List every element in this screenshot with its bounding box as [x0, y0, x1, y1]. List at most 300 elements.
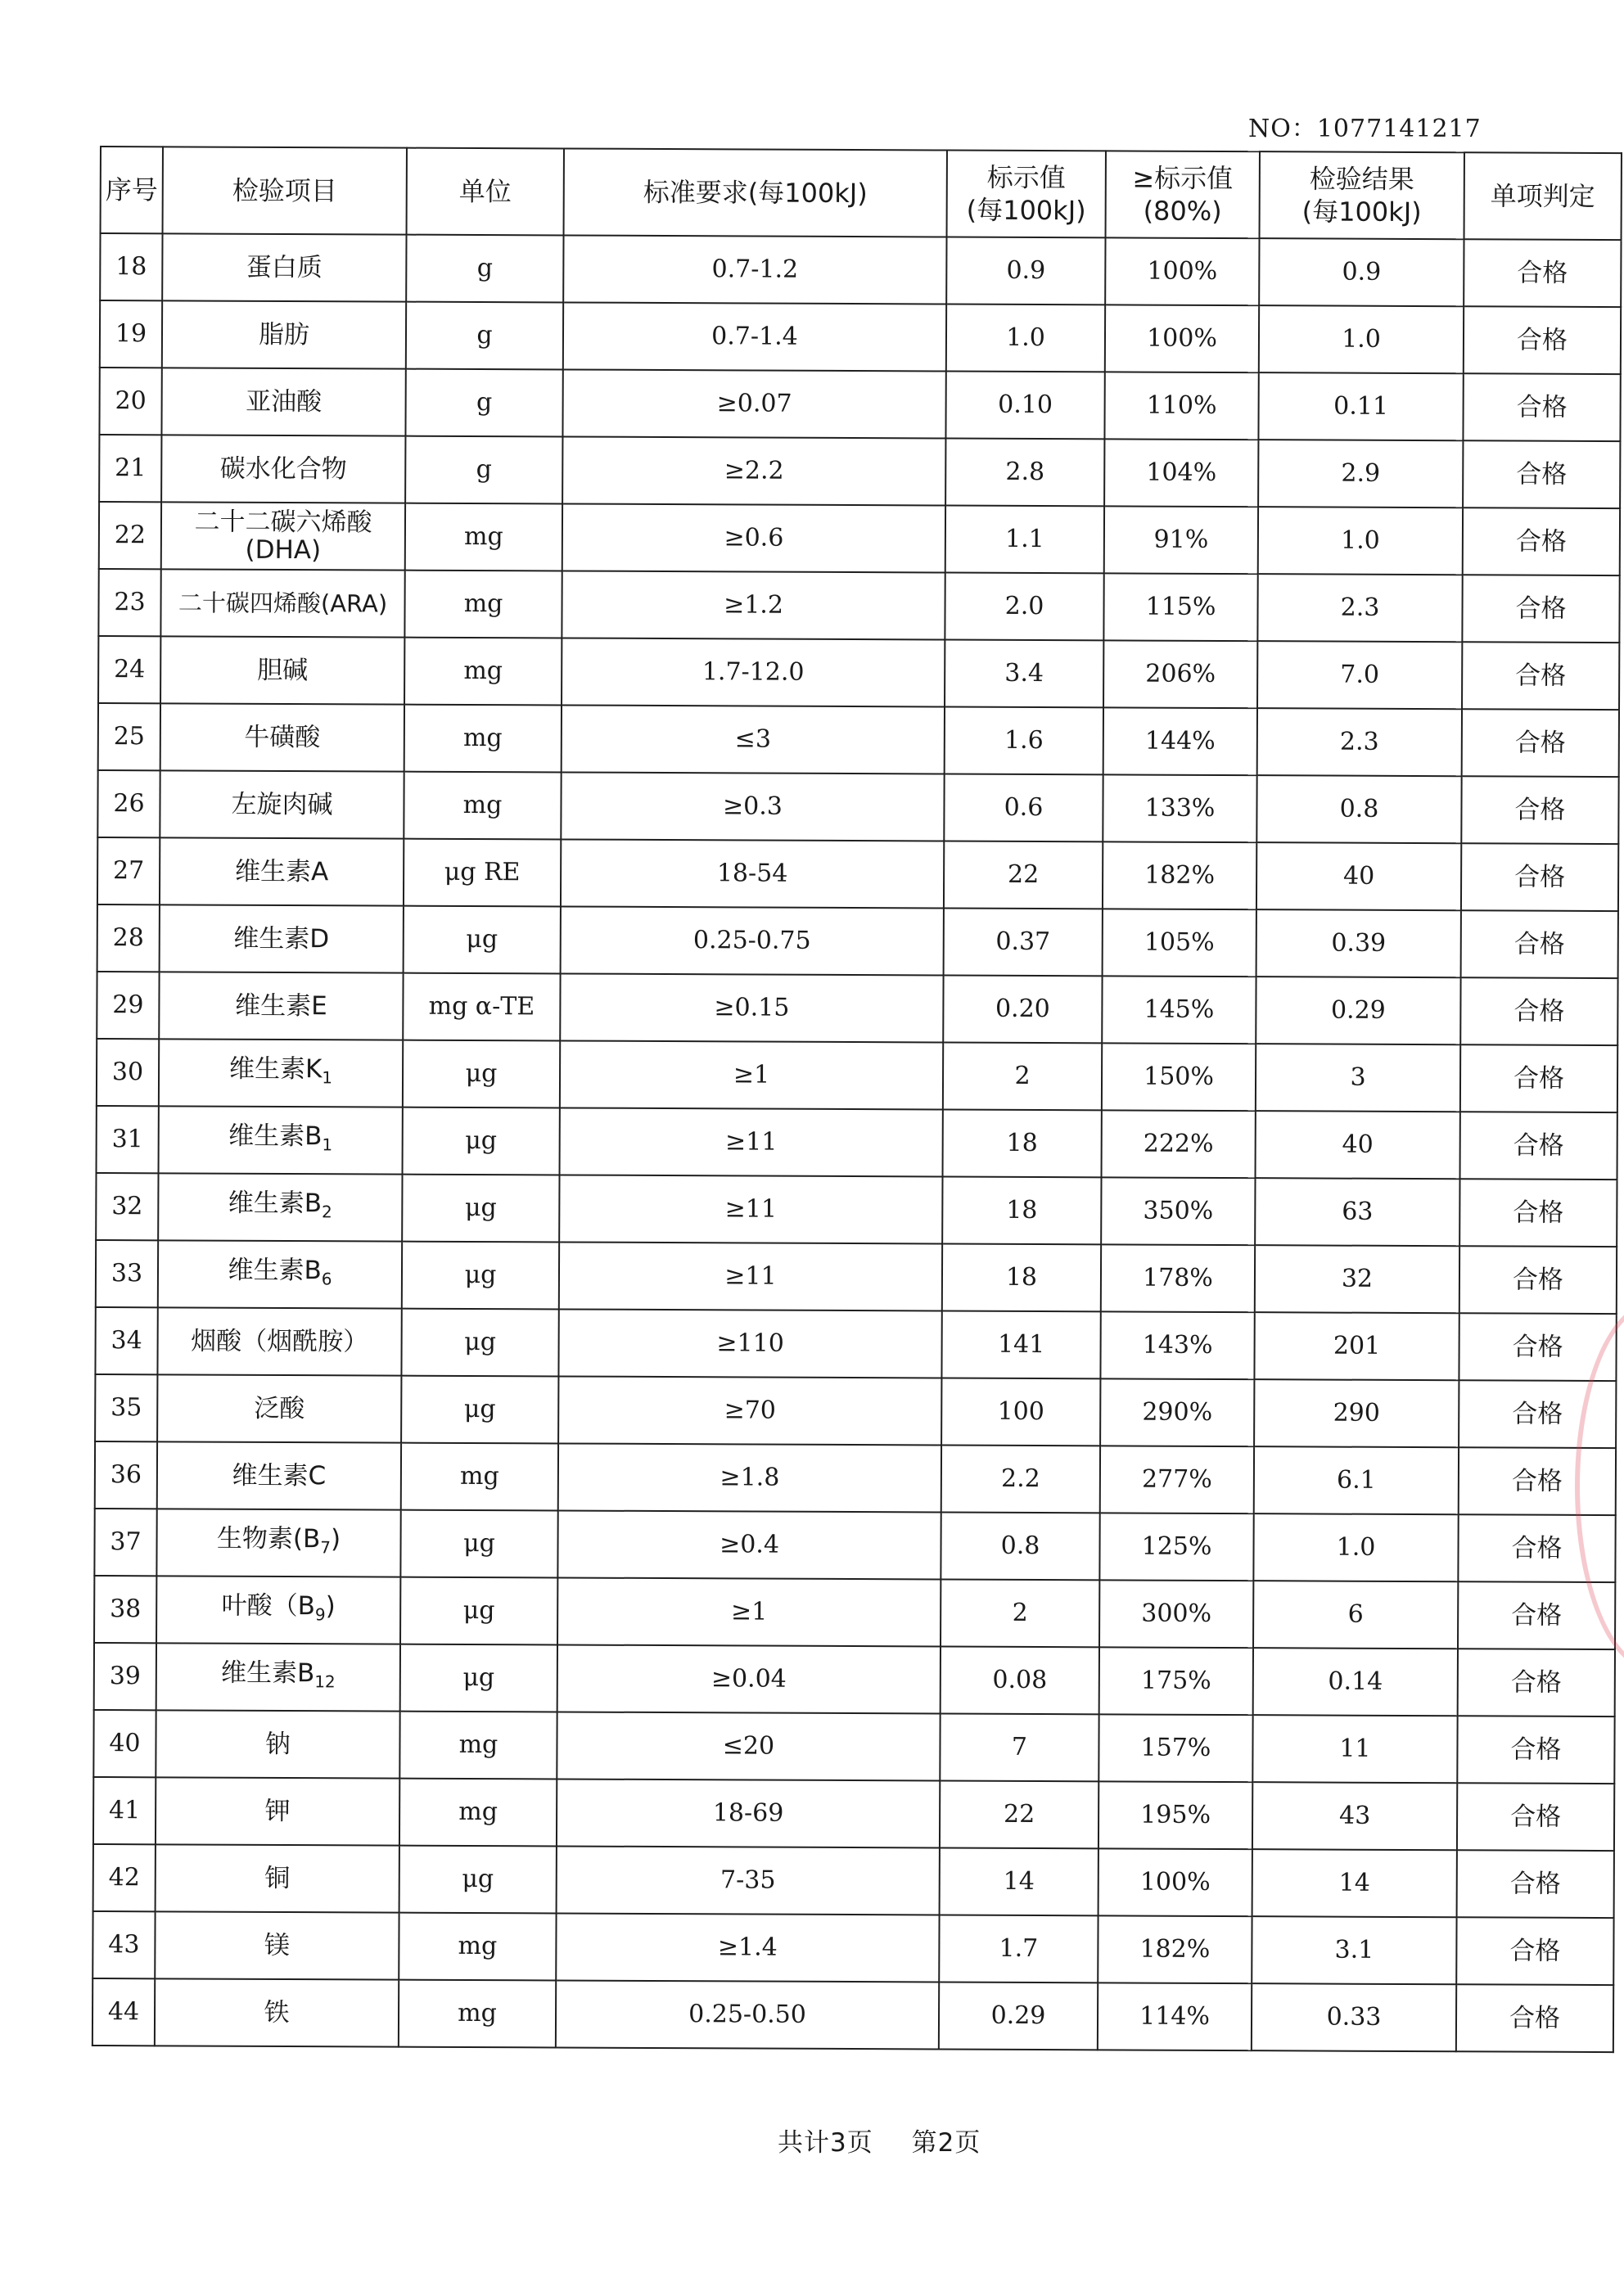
- cell-unit: mg: [404, 705, 562, 773]
- cell-standard: ≥11: [559, 1242, 942, 1310]
- table-row: [93, 1844, 1614, 1918]
- cell-ge-label: 100%: [1105, 304, 1259, 372]
- item-name: 铁: [264, 1997, 290, 2028]
- cell-unit: μg: [404, 906, 561, 974]
- cell-unit: mg α-TE: [403, 973, 560, 1041]
- cell-item: [157, 1374, 401, 1442]
- cell-result: 0.8: [1256, 775, 1461, 843]
- cell-label-value: 141: [941, 1311, 1100, 1379]
- cell-unit: mg: [405, 503, 562, 571]
- item-name: 钠: [264, 1729, 291, 1760]
- cell-seq: 44: [92, 1978, 155, 2046]
- cell-item: [158, 1240, 402, 1308]
- cell-result: 0.9: [1259, 238, 1464, 306]
- table-row: [97, 837, 1618, 911]
- cell-unit: g: [406, 235, 563, 303]
- cell-item: [158, 1173, 402, 1241]
- item-name: 烟酸（烟酰胺）: [191, 1326, 369, 1357]
- cell-unit: mg: [399, 1913, 556, 1981]
- cell-ge-label: 125%: [1099, 1513, 1253, 1581]
- cell-ge-label: 277%: [1100, 1446, 1254, 1513]
- item-name: 维生素D: [233, 923, 330, 954]
- header-verdict: 单项判定: [1464, 152, 1622, 240]
- cell-ge-label: 115%: [1103, 573, 1257, 641]
- cell-unit: mg: [404, 638, 562, 706]
- item-name: 维生素B: [220, 1658, 315, 1689]
- cell-standard: ≥1: [560, 1040, 943, 1109]
- cell-standard: ≤3: [562, 705, 945, 774]
- cell-seq: 32: [96, 1173, 158, 1240]
- cell-verdict: 合格: [1457, 1850, 1614, 1918]
- cell-verdict: 合格: [1460, 1044, 1617, 1112]
- table-row: [96, 1240, 1617, 1314]
- cell-standard: ≥1: [557, 1577, 941, 1646]
- cell-verdict: 合格: [1460, 1112, 1617, 1180]
- cell-unit: mg: [399, 1980, 556, 2048]
- cell-label-value: 0.29: [939, 1982, 1098, 2050]
- header-result-line1: 检验结果: [1309, 163, 1414, 196]
- table-row: [98, 569, 1619, 643]
- item-name: 左旋肉碱: [231, 789, 333, 820]
- cell-result: 32: [1255, 1245, 1459, 1313]
- cell-verdict: 合格: [1463, 440, 1620, 508]
- cell-standard: 7-35: [557, 1846, 940, 1915]
- cell-seq: 35: [95, 1374, 157, 1441]
- cell-item: [156, 1777, 399, 1845]
- cell-item: [161, 502, 405, 570]
- cell-seq: 24: [98, 636, 160, 703]
- cell-verdict: 合格: [1462, 642, 1619, 710]
- cell-seq: 19: [100, 300, 162, 368]
- cell-verdict: 合格: [1459, 1447, 1616, 1515]
- cell-label-value: 2: [943, 1043, 1102, 1111]
- cell-item: [156, 1710, 399, 1778]
- cell-result: 201: [1254, 1312, 1459, 1380]
- header-item: 检验项目: [163, 147, 407, 234]
- item-name: 镁: [264, 1930, 290, 1961]
- table-row: [94, 1509, 1615, 1582]
- cell-item: [159, 1106, 403, 1174]
- item-name: 碳水化合物: [219, 453, 347, 485]
- table-row: [95, 1441, 1616, 1515]
- table-body: [92, 233, 1622, 2052]
- cell-result: 0.29: [1256, 977, 1460, 1044]
- cell-label-value: 2.2: [941, 1446, 1100, 1513]
- cell-result: 40: [1256, 1111, 1460, 1179]
- cell-ge-label: 290%: [1100, 1378, 1254, 1446]
- cell-label-value: 1.7: [939, 1915, 1098, 1982]
- cell-label-value: 22: [940, 1780, 1098, 1848]
- cell-unit: μg: [403, 1040, 560, 1108]
- cell-ge-label: 114%: [1098, 1982, 1252, 2050]
- item-name: 亚油酸: [246, 386, 323, 417]
- cell-unit: μg: [401, 1376, 558, 1444]
- cell-item: [162, 233, 406, 301]
- cell-standard: ≥110: [558, 1309, 941, 1378]
- table-row: [95, 1374, 1616, 1448]
- header-seq: 序号: [101, 147, 163, 233]
- header-result-line2: (每100kJ): [1301, 196, 1422, 228]
- item-name: 维生素C: [232, 1460, 327, 1491]
- cell-item: [156, 1643, 400, 1711]
- cell-verdict: 合格: [1459, 1246, 1617, 1314]
- footer-total-pages: 共计3页: [778, 2128, 873, 2158]
- cell-item: [160, 904, 404, 972]
- header-ge-label-line1: ≥标示值: [1132, 162, 1234, 195]
- cell-seq: 37: [94, 1509, 156, 1576]
- cell-item: [161, 435, 405, 503]
- cell-item: [160, 703, 404, 771]
- cell-seq: 27: [97, 837, 160, 904]
- cell-result: 0.14: [1253, 1648, 1458, 1716]
- cell-standard: ≥0.07: [562, 369, 945, 438]
- item-name: 叶酸（B: [221, 1590, 316, 1622]
- cell-seq: 20: [99, 368, 161, 435]
- cell-verdict: 合格: [1462, 575, 1619, 643]
- cell-ge-label: 145%: [1102, 976, 1256, 1044]
- cell-ge-label: 91%: [1104, 506, 1258, 574]
- cell-verdict: 合格: [1456, 1917, 1613, 1985]
- cell-result: 6.1: [1254, 1446, 1459, 1514]
- cell-label-value: 100: [941, 1378, 1100, 1446]
- cell-seq: 30: [97, 1039, 159, 1106]
- cell-seq: 26: [97, 770, 160, 837]
- table-row: [98, 703, 1619, 777]
- cell-verdict: 合格: [1462, 709, 1619, 777]
- cell-standard: 0.25-0.50: [556, 1980, 939, 2049]
- cell-unit: g: [405, 369, 562, 437]
- item-name: 维生素B: [228, 1188, 323, 1219]
- cell-result: 40: [1256, 842, 1461, 910]
- cell-standard: 1.7-12.0: [562, 638, 945, 706]
- cell-unit: mg: [404, 571, 562, 638]
- cell-result: 2.3: [1257, 708, 1462, 776]
- cell-ge-label: 300%: [1099, 1580, 1253, 1648]
- cell-result: 290: [1254, 1379, 1459, 1447]
- cell-item: [159, 1039, 403, 1107]
- cell-label-value: 22: [944, 841, 1103, 909]
- cell-label-value: 7: [940, 1713, 1098, 1781]
- header-result: [1260, 151, 1464, 239]
- cell-item: [160, 636, 404, 704]
- cell-ge-label: 178%: [1101, 1244, 1255, 1312]
- item-name: 脂肪: [258, 319, 310, 350]
- cell-label-value: 18: [943, 1110, 1102, 1178]
- cell-verdict: 合格: [1459, 1380, 1616, 1448]
- cell-verdict: 合格: [1459, 1179, 1617, 1247]
- cell-unit: μg: [401, 1309, 558, 1377]
- cell-ge-label: 157%: [1098, 1714, 1252, 1782]
- cell-seq: 43: [92, 1911, 155, 1978]
- table-row: [97, 904, 1618, 978]
- cell-unit: mg: [401, 1443, 558, 1511]
- table-row: [93, 1710, 1614, 1784]
- cell-unit: μg: [400, 1510, 557, 1578]
- cell-verdict: 合格: [1461, 843, 1618, 911]
- cell-standard: 0.25-0.75: [561, 906, 944, 975]
- cell-item: [156, 1576, 400, 1644]
- cell-unit: g: [406, 302, 563, 370]
- table-row: [97, 972, 1617, 1045]
- cell-result: 63: [1255, 1178, 1459, 1246]
- cell-seq: 33: [96, 1240, 158, 1307]
- cell-ge-label: 222%: [1102, 1110, 1256, 1178]
- cell-item: [160, 837, 404, 905]
- cell-result: 2.3: [1257, 574, 1462, 642]
- cell-verdict: 合格: [1456, 1984, 1613, 2052]
- cell-item: [160, 770, 404, 838]
- item-subscript: 9: [314, 1604, 326, 1625]
- item-name: 维生素A: [234, 856, 329, 887]
- cell-result: 43: [1252, 1782, 1457, 1850]
- cell-label-value: 0.20: [943, 976, 1102, 1044]
- header-label-value-line1: 标示值: [986, 161, 1066, 194]
- cell-ge-label: 110%: [1104, 372, 1258, 440]
- item-name: 维生素B: [228, 1121, 323, 1152]
- cell-unit: μg: [400, 1577, 557, 1645]
- cell-standard: ≥1.2: [562, 571, 945, 639]
- cell-ge-label: 150%: [1102, 1043, 1256, 1111]
- cell-result: 14: [1252, 1849, 1457, 1917]
- cell-seq: 21: [99, 435, 161, 502]
- cell-result: 7.0: [1257, 641, 1462, 709]
- cell-seq: 41: [93, 1777, 156, 1844]
- table-row: [98, 636, 1619, 710]
- cell-seq: 39: [94, 1643, 156, 1710]
- cell-verdict: 合格: [1464, 306, 1621, 374]
- table-row: [96, 1173, 1617, 1247]
- cell-verdict: 合格: [1463, 373, 1620, 441]
- cell-verdict: 合格: [1464, 239, 1621, 307]
- cell-seq: 23: [98, 569, 160, 636]
- item-subscript: 2: [322, 1202, 332, 1222]
- cell-label-value: 1.0: [946, 304, 1105, 372]
- cell-standard: ≥0.3: [561, 772, 944, 841]
- cell-ge-label: 133%: [1103, 774, 1256, 842]
- item-name-suffix: ): [330, 1524, 341, 1554]
- cell-verdict: 合格: [1458, 1581, 1615, 1649]
- cell-verdict: 合格: [1461, 910, 1618, 978]
- cell-standard: ≥1.8: [558, 1443, 941, 1512]
- cell-result: 3: [1256, 1044, 1460, 1112]
- cell-seq: 28: [97, 904, 160, 972]
- cell-unit: mg: [399, 1712, 557, 1780]
- cell-seq: 38: [94, 1576, 156, 1643]
- header-label-value: [947, 151, 1106, 238]
- cell-ge-label: 100%: [1098, 1848, 1252, 1916]
- table-row: [97, 1106, 1617, 1180]
- cell-unit: μg: [403, 1107, 560, 1175]
- cell-unit: g: [405, 436, 562, 504]
- cell-item: [162, 300, 406, 368]
- item-subscript: 1: [322, 1067, 333, 1088]
- cell-ge-label: 350%: [1101, 1177, 1255, 1245]
- cell-label-value: 0.10: [945, 372, 1104, 440]
- cell-standard: ≥11: [560, 1107, 943, 1176]
- table-row: [95, 1307, 1616, 1381]
- cell-result: 1.0: [1259, 305, 1464, 373]
- cell-label-value: 3.4: [945, 640, 1103, 708]
- cell-ge-label: 182%: [1098, 1915, 1252, 1983]
- cell-seq: 31: [97, 1106, 159, 1173]
- cell-item: [159, 972, 403, 1040]
- table-header-row: [101, 147, 1622, 240]
- cell-label-value: 1.1: [945, 506, 1104, 574]
- item-name-line2: (DHA): [245, 535, 322, 566]
- header-label-value-line2: (每100kJ): [966, 194, 1086, 227]
- report-number: NO：1077141217: [1248, 115, 1482, 143]
- item-name: 泛酸: [254, 1393, 305, 1424]
- item-subscript: 1: [322, 1134, 333, 1155]
- cell-standard: 18-69: [557, 1779, 940, 1847]
- cell-standard: ≥2.2: [562, 436, 945, 505]
- cell-standard: ≥0.15: [560, 973, 943, 1042]
- cell-result: 0.39: [1256, 909, 1461, 977]
- cell-standard: ≥0.6: [562, 503, 945, 572]
- cell-seq: 42: [93, 1844, 156, 1911]
- item-name: 胆碱: [257, 655, 309, 686]
- cell-label-value: 0.9: [946, 237, 1105, 305]
- cell-item: [160, 569, 404, 637]
- cell-item: [157, 1307, 401, 1375]
- cell-verdict: 合格: [1461, 776, 1618, 844]
- cell-unit: mg: [404, 772, 561, 840]
- cell-unit: μg: [402, 1242, 559, 1310]
- cell-label-value: 0.6: [944, 774, 1103, 842]
- item-name: 二十碳四烯酸(ARA): [178, 589, 388, 618]
- cell-standard: 18-54: [561, 839, 944, 908]
- cell-unit: μg: [402, 1175, 559, 1243]
- table-row: [94, 1643, 1615, 1716]
- cell-ge-label: 105%: [1103, 909, 1256, 977]
- table-row: [99, 435, 1620, 508]
- cell-standard: ≥70: [558, 1376, 941, 1445]
- item-name: 钾: [264, 1796, 291, 1827]
- cell-label-value: 0.8: [941, 1513, 1099, 1581]
- cell-label-value: 2.0: [945, 573, 1103, 641]
- cell-label-value: 18: [942, 1177, 1101, 1245]
- table-row: [97, 1039, 1617, 1112]
- item-name: 维生素B: [228, 1255, 322, 1286]
- cell-seq: 22: [99, 502, 161, 569]
- cell-seq: 40: [93, 1710, 156, 1777]
- item-name: 二十二碳六烯酸: [194, 507, 372, 538]
- cell-verdict: 合格: [1458, 1649, 1615, 1716]
- table-row: [97, 770, 1618, 844]
- table-row: [99, 368, 1620, 441]
- cell-result: 11: [1252, 1715, 1457, 1783]
- header-unit: 单位: [407, 148, 564, 236]
- cell-result: 6: [1253, 1581, 1458, 1649]
- cell-item: [156, 1509, 400, 1577]
- table-row: [92, 1911, 1613, 1985]
- cell-ge-label: 175%: [1099, 1647, 1253, 1715]
- cell-result: 1.0: [1253, 1513, 1458, 1581]
- cell-seq: 18: [100, 233, 162, 300]
- cell-ge-label: 143%: [1100, 1311, 1254, 1379]
- cell-ge-label: 100%: [1105, 237, 1259, 305]
- cell-item: [157, 1441, 401, 1509]
- cell-result: 0.33: [1252, 1983, 1456, 2051]
- cell-label-value: 1.6: [945, 707, 1103, 775]
- item-name: 维生素K: [228, 1053, 323, 1085]
- cell-unit: mg: [399, 1779, 557, 1847]
- cell-standard: ≥1.4: [556, 1913, 939, 1982]
- item-name: 生物素(B: [216, 1523, 321, 1554]
- item-subscript: 6: [321, 1269, 332, 1289]
- cell-unit: μg: [399, 1846, 557, 1914]
- cell-ge-label: 144%: [1103, 707, 1257, 775]
- cell-label-value: 0.08: [941, 1646, 1099, 1714]
- cell-ge-label: 182%: [1103, 841, 1256, 909]
- cell-result: 2.9: [1258, 440, 1463, 507]
- cell-ge-label: 104%: [1104, 439, 1258, 507]
- item-name: 牛磺酸: [244, 722, 321, 753]
- cell-standard: 0.7-1.2: [563, 235, 946, 304]
- cell-label-value: 2.8: [945, 439, 1104, 507]
- cell-verdict: 合格: [1457, 1716, 1614, 1784]
- cell-unit: μg RE: [404, 839, 561, 907]
- table-row: [100, 233, 1621, 307]
- item-name: 铜: [264, 1863, 291, 1894]
- cell-verdict: 合格: [1463, 507, 1620, 575]
- footer-current-page: 第2页: [911, 2128, 981, 2158]
- cell-standard: ≥0.4: [557, 1510, 941, 1579]
- cell-standard: ≤20: [557, 1712, 940, 1780]
- cell-result: 1.0: [1258, 507, 1463, 575]
- cell-verdict: 合格: [1457, 1783, 1614, 1851]
- cell-verdict: 合格: [1458, 1514, 1615, 1582]
- cell-standard: 0.7-1.4: [563, 302, 946, 371]
- cell-standard: ≥0.04: [557, 1644, 941, 1713]
- cell-ge-label: 206%: [1103, 640, 1257, 708]
- cell-label-value: 18: [942, 1244, 1101, 1312]
- cell-item: [155, 1978, 399, 2046]
- cell-label-value: 14: [940, 1847, 1098, 1915]
- cell-label-value: 2: [941, 1579, 1099, 1647]
- table-row: [94, 1576, 1615, 1649]
- cell-seq: 29: [97, 972, 159, 1039]
- item-subscript: 7: [320, 1537, 332, 1558]
- table-row: [92, 1978, 1613, 2052]
- cell-item: [156, 1844, 399, 1912]
- cell-label-value: 0.37: [944, 909, 1103, 977]
- cell-standard: ≥11: [559, 1175, 942, 1243]
- cell-seq: 34: [95, 1307, 157, 1374]
- cell-verdict: 合格: [1460, 977, 1617, 1045]
- cell-result: 3.1: [1252, 1916, 1456, 1984]
- table-row: [100, 300, 1621, 374]
- cell-seq: 25: [98, 703, 160, 770]
- item-subscript: 12: [314, 1671, 336, 1692]
- table-row: [93, 1777, 1614, 1851]
- cell-item: [161, 368, 405, 435]
- cell-ge-label: 195%: [1098, 1781, 1252, 1849]
- header-ge-label: [1106, 151, 1260, 238]
- inspection-results-table: [92, 146, 1622, 2053]
- cell-result: 0.11: [1258, 372, 1463, 440]
- header-ge-label-line2: (80%): [1143, 195, 1222, 227]
- header-standard: 标准要求(每100kJ): [564, 148, 947, 237]
- page-footer: [778, 2122, 981, 2158]
- cell-unit: μg: [400, 1644, 557, 1712]
- item-name: 蛋白质: [246, 252, 323, 283]
- cell-item: [155, 1911, 399, 1979]
- item-name-suffix: ): [325, 1591, 336, 1622]
- cell-verdict: 合格: [1459, 1313, 1616, 1381]
- cell-seq: 36: [95, 1441, 157, 1509]
- item-name: 维生素E: [235, 990, 327, 1022]
